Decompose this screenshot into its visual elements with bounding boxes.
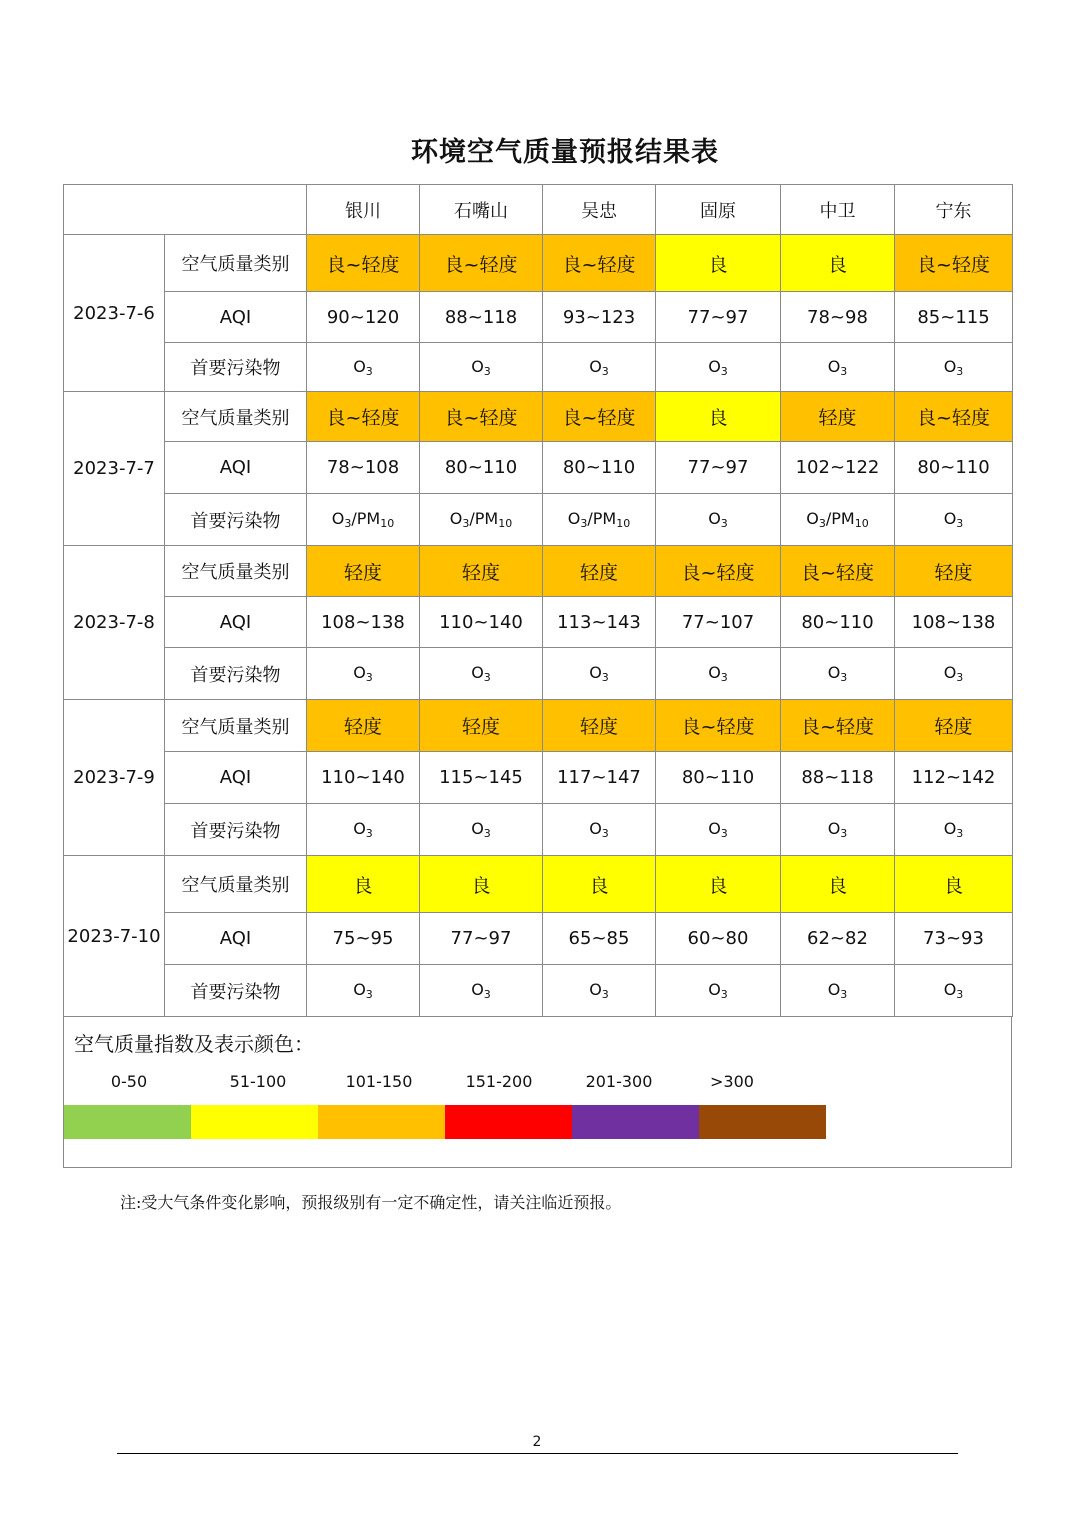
city-header: 石嘴山 [420, 185, 543, 235]
aqi-cell: 77~97 [656, 292, 781, 343]
category-cell: 良~轻度 [543, 392, 656, 442]
pollutant-cell: $O_3$ [895, 494, 1013, 546]
category-cell: 轻度 [307, 546, 420, 597]
row-label-pollutant: 首要污染物 [165, 648, 307, 700]
table-row [64, 752, 1013, 804]
row-label-category: 空气质量类别 [165, 392, 307, 442]
table-row [64, 392, 1013, 442]
row-label-category: 空气质量类别 [165, 546, 307, 597]
table-row [64, 648, 1013, 700]
aqi-cell: 80~110 [656, 752, 781, 804]
table-row [64, 965, 1013, 1017]
legend-color-swatch [191, 1105, 318, 1139]
aqi-cell: 115~145 [420, 752, 543, 804]
aqi-cell: 93~123 [543, 292, 656, 343]
aqi-cell: 62~82 [781, 913, 895, 965]
row-label-category: 空气质量类别 [165, 700, 307, 752]
aqi-cell: 108~138 [895, 597, 1013, 648]
category-cell: 良~轻度 [543, 235, 656, 292]
category-cell: 良~轻度 [420, 235, 543, 292]
category-cell: 轻度 [420, 546, 543, 597]
aqi-cell: 65~85 [543, 913, 656, 965]
pollutant-cell: $O_3$ [307, 648, 420, 700]
category-cell: 良~轻度 [781, 700, 895, 752]
legend-title: 空气质量指数及表示颜色： [74, 1032, 314, 1056]
legend-range-label: 151-200 [465, 1072, 533, 1091]
pollutant-cell: $O_3$ [781, 804, 895, 856]
table-row [64, 442, 1013, 494]
row-label-aqi: AQI [165, 597, 307, 648]
row-label-aqi: AQI [165, 292, 307, 343]
row-label-aqi: AQI [165, 752, 307, 804]
pollutant-cell: $O_3$ [543, 343, 656, 392]
category-cell: 良 [656, 235, 781, 292]
category-cell: 轻度 [307, 700, 420, 752]
pollutant-cell: $O_3$ [307, 343, 420, 392]
footer-divider [117, 1453, 958, 1454]
table-row [64, 494, 1013, 546]
category-cell: 良~轻度 [895, 235, 1013, 292]
forecast-note: 注:受大气条件变化影响，预报级别有一定不确定性，请关注临近预报。 [120, 1193, 622, 1212]
legend-range-label: 201-300 [585, 1072, 653, 1091]
category-cell: 良 [656, 392, 781, 442]
row-label-aqi: AQI [165, 442, 307, 494]
pollutant-cell: $O_3$ [781, 648, 895, 700]
category-cell: 良~轻度 [307, 392, 420, 442]
pollutant-cell: $O_3$ [420, 965, 543, 1017]
category-cell: 良 [781, 235, 895, 292]
row-label-category: 空气质量类别 [165, 856, 307, 913]
pollutant-cell: $O_3$ [543, 804, 656, 856]
header-blank [64, 185, 307, 235]
forecast-date: 2023-7-7 [64, 392, 165, 546]
city-header: 宁东 [895, 185, 1013, 235]
category-cell: 良~轻度 [420, 392, 543, 442]
aqi-cell: 80~110 [895, 442, 1013, 494]
category-cell: 轻度 [895, 546, 1013, 597]
pollutant-cell: $O_3/PM_{10}$ [543, 494, 656, 546]
table-row [64, 343, 1013, 392]
category-cell: 轻度 [543, 546, 656, 597]
city-header: 固原 [656, 185, 781, 235]
category-cell: 良 [895, 856, 1013, 913]
aqi-cell: 102~122 [781, 442, 895, 494]
city-header: 银川 [307, 185, 420, 235]
pollutant-cell: $O_3$ [543, 965, 656, 1017]
aqi-cell: 80~110 [420, 442, 543, 494]
aqi-cell: 117~147 [543, 752, 656, 804]
aqi-cell: 78~108 [307, 442, 420, 494]
pollutant-cell: $O_3/PM_{10}$ [420, 494, 543, 546]
pollutant-cell: $O_3$ [543, 648, 656, 700]
pollutant-cell: $O_3$ [895, 343, 1013, 392]
city-header: 吴忠 [543, 185, 656, 235]
category-cell: 良~轻度 [656, 700, 781, 752]
row-label-pollutant: 首要污染物 [165, 965, 307, 1017]
forecast-date: 2023-7-6 [64, 235, 165, 392]
category-cell: 良 [543, 856, 656, 913]
aqi-cell: 108~138 [307, 597, 420, 648]
aqi-cell: 73~93 [895, 913, 1013, 965]
category-cell: 良~轻度 [656, 546, 781, 597]
table-row [64, 235, 1013, 292]
legend-color-swatch [445, 1105, 572, 1139]
category-cell: 良~轻度 [895, 392, 1013, 442]
category-cell: 良~轻度 [781, 546, 895, 597]
pollutant-cell: $O_3/PM_{10}$ [307, 494, 420, 546]
pollutant-cell: $O_3$ [895, 965, 1013, 1017]
category-cell: 良 [420, 856, 543, 913]
legend-color-swatch [699, 1105, 826, 1139]
category-cell: 轻度 [420, 700, 543, 752]
pollutant-cell: $O_3$ [420, 804, 543, 856]
pollutant-cell: $O_3$ [656, 648, 781, 700]
row-label-aqi: AQI [165, 913, 307, 965]
pollutant-cell: $O_3$ [895, 648, 1013, 700]
legend-color-swatch [572, 1105, 699, 1139]
aqi-cell: 77~107 [656, 597, 781, 648]
aqi-cell: 112~142 [895, 752, 1013, 804]
legend-range-label: 0-50 [110, 1072, 148, 1091]
pollutant-cell: $O_3$ [656, 343, 781, 392]
aqi-cell: 88~118 [420, 292, 543, 343]
pollutant-cell: $O_3$ [307, 804, 420, 856]
legend-color-swatch [64, 1105, 191, 1139]
aqi-cell: 60~80 [656, 913, 781, 965]
pollutant-cell: $O_3$ [656, 965, 781, 1017]
aqi-cell: 110~140 [420, 597, 543, 648]
aqi-cell: 78~98 [781, 292, 895, 343]
pollutant-cell: $O_3$ [420, 648, 543, 700]
pollutant-cell: $O_3$ [656, 804, 781, 856]
category-cell: 轻度 [543, 700, 656, 752]
aqi-cell: 113~143 [543, 597, 656, 648]
category-cell: 良 [656, 856, 781, 913]
aqi-cell: 80~110 [543, 442, 656, 494]
category-cell: 良~轻度 [307, 235, 420, 292]
row-label-pollutant: 首要污染物 [165, 494, 307, 546]
legend-color-swatch [318, 1105, 445, 1139]
row-label-pollutant: 首要污染物 [165, 343, 307, 392]
forecast-date: 2023-7-8 [64, 546, 165, 700]
row-label-category: 空气质量类别 [165, 235, 307, 292]
table-row [64, 804, 1013, 856]
pollutant-cell: $O_3$ [656, 494, 781, 546]
category-cell: 良 [307, 856, 420, 913]
table-row [64, 700, 1013, 752]
page-number: 2 [532, 1434, 542, 1450]
aqi-cell: 75~95 [307, 913, 420, 965]
legend-range-label: >300 [710, 1072, 754, 1091]
forecast-date: 2023-7-10 [64, 856, 165, 1017]
aqi-legend [63, 1016, 1012, 1168]
aqi-cell: 77~97 [420, 913, 543, 965]
city-header: 中卫 [781, 185, 895, 235]
table-row [64, 913, 1013, 965]
page-title: 环境空气质量预报结果表 [411, 137, 719, 168]
forecast-table [63, 184, 1013, 1017]
pollutant-cell: $O_3$ [895, 804, 1013, 856]
legend-range-label: 51-100 [229, 1072, 287, 1091]
pollutant-cell: $O_3$ [781, 965, 895, 1017]
pollutant-cell: $O_3$ [420, 343, 543, 392]
aqi-cell: 85~115 [895, 292, 1013, 343]
table-row [64, 292, 1013, 343]
forecast-date: 2023-7-9 [64, 700, 165, 856]
table-row [64, 856, 1013, 913]
pollutant-cell: $O_3$ [307, 965, 420, 1017]
aqi-cell: 110~140 [307, 752, 420, 804]
aqi-cell: 90~120 [307, 292, 420, 343]
legend-range-label: 101-150 [345, 1072, 413, 1091]
category-cell: 轻度 [895, 700, 1013, 752]
aqi-cell: 77~97 [656, 442, 781, 494]
category-cell: 轻度 [781, 392, 895, 442]
aqi-cell: 88~118 [781, 752, 895, 804]
table-row [64, 597, 1013, 648]
aqi-cell: 80~110 [781, 597, 895, 648]
table-row [64, 546, 1013, 597]
pollutant-cell: $O_3/PM_{10}$ [781, 494, 895, 546]
row-label-pollutant: 首要污染物 [165, 804, 307, 856]
category-cell: 良 [781, 856, 895, 913]
pollutant-cell: $O_3$ [781, 343, 895, 392]
